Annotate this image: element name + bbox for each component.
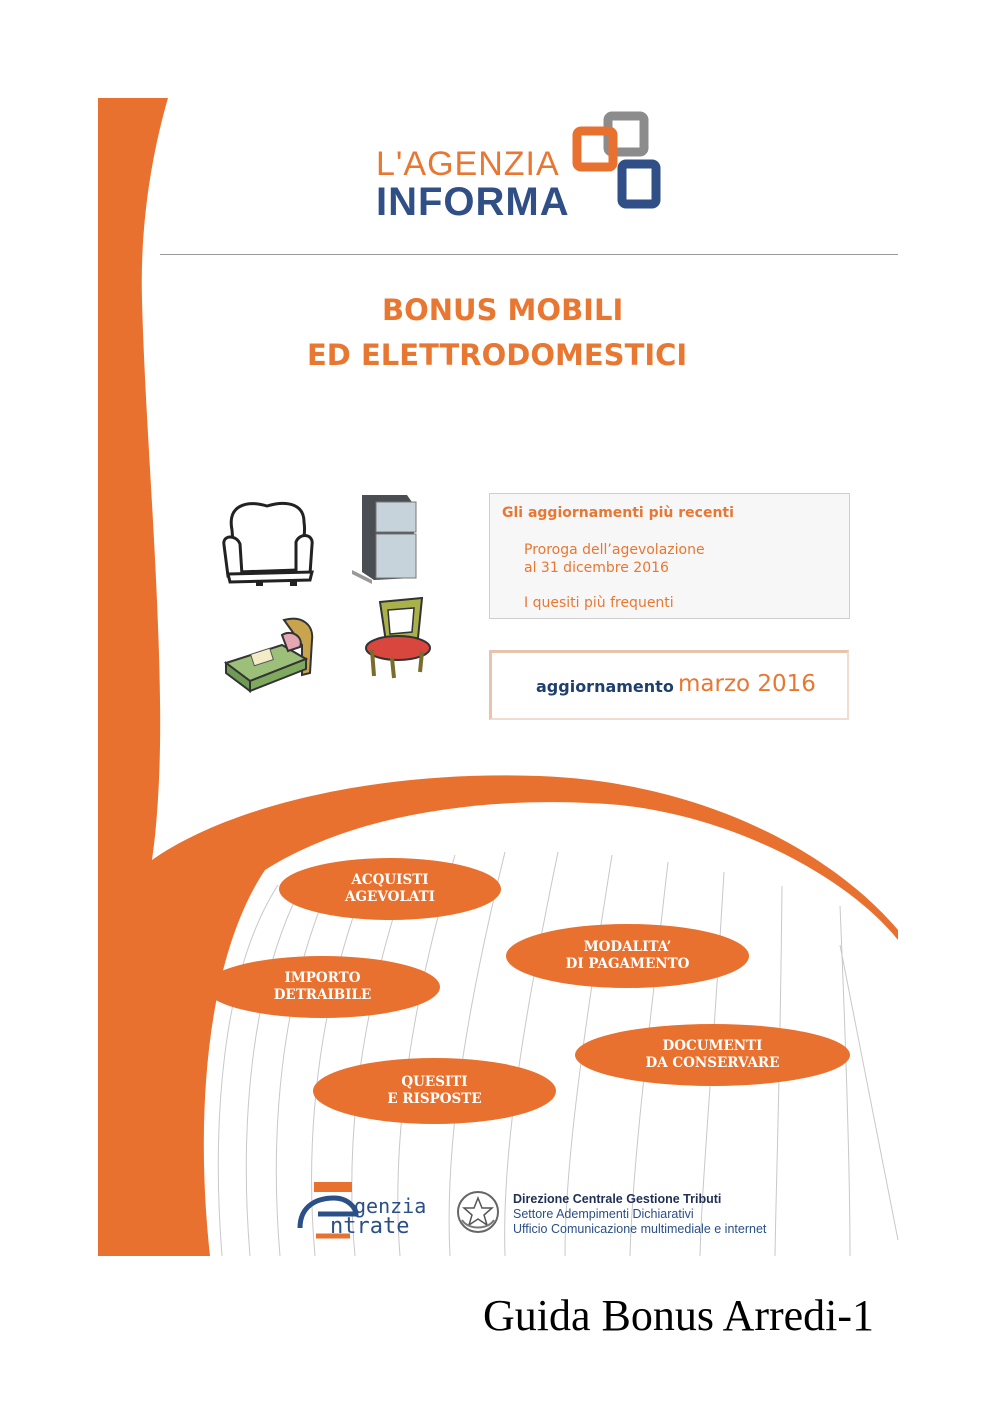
bed-icon (226, 619, 312, 691)
sector-name: Settore Adempimenti Dichiarativi (513, 1207, 694, 1221)
page-caption: Guida Bonus Arredi-1 (483, 1291, 875, 1340)
topic-quesiti-risposte[interactable]: QUESITI E RISPOSTE (313, 1058, 556, 1124)
agency-name-line1: genzia (354, 1194, 427, 1218)
updates-heading: Gli aggiornamenti più recenti (502, 505, 734, 521)
title-line2: ED ELETTRODOMESTICI (307, 338, 688, 372)
logo-line1: L'AGENZIA (376, 145, 560, 183)
refrigerator-icon (352, 495, 416, 584)
logo-mark (577, 116, 656, 204)
logo-line2: INFORMA (376, 180, 570, 224)
title-line1: BONUS MOBILI (382, 293, 624, 327)
update-date-label: aggiornamento (536, 677, 674, 696)
updates-link-proroga[interactable]: Proroga dell’agevolazione al 31 dicembre 2016 (524, 542, 705, 576)
topic-modalita-pagamento[interactable]: MODALITA’ DI PAGAMENTO (506, 924, 749, 988)
armchair-icon (224, 503, 312, 586)
chair-icon (366, 598, 430, 678)
header-divider (160, 254, 898, 255)
agency-name-line2: ntrate (330, 1214, 410, 1239)
emblem-icon (458, 1192, 498, 1232)
topic-documenti-conservare[interactable]: DOCUMENTI DA CONSERVARE (575, 1024, 850, 1086)
updates-link-quesiti[interactable]: I quesiti più frequenti (524, 595, 674, 611)
direction-name: Direzione Centrale Gestione Tributi (513, 1192, 722, 1206)
office-name: Ufficio Comunicazione multimediale e internet (513, 1222, 767, 1236)
topic-importo-detraibile[interactable]: IMPORTO DETRAIBILE (205, 956, 440, 1018)
topic-acquisti-agevolati[interactable]: ACQUISTI AGEVOLATI (279, 858, 501, 920)
update-date-value: marzo 2016 (678, 671, 816, 697)
